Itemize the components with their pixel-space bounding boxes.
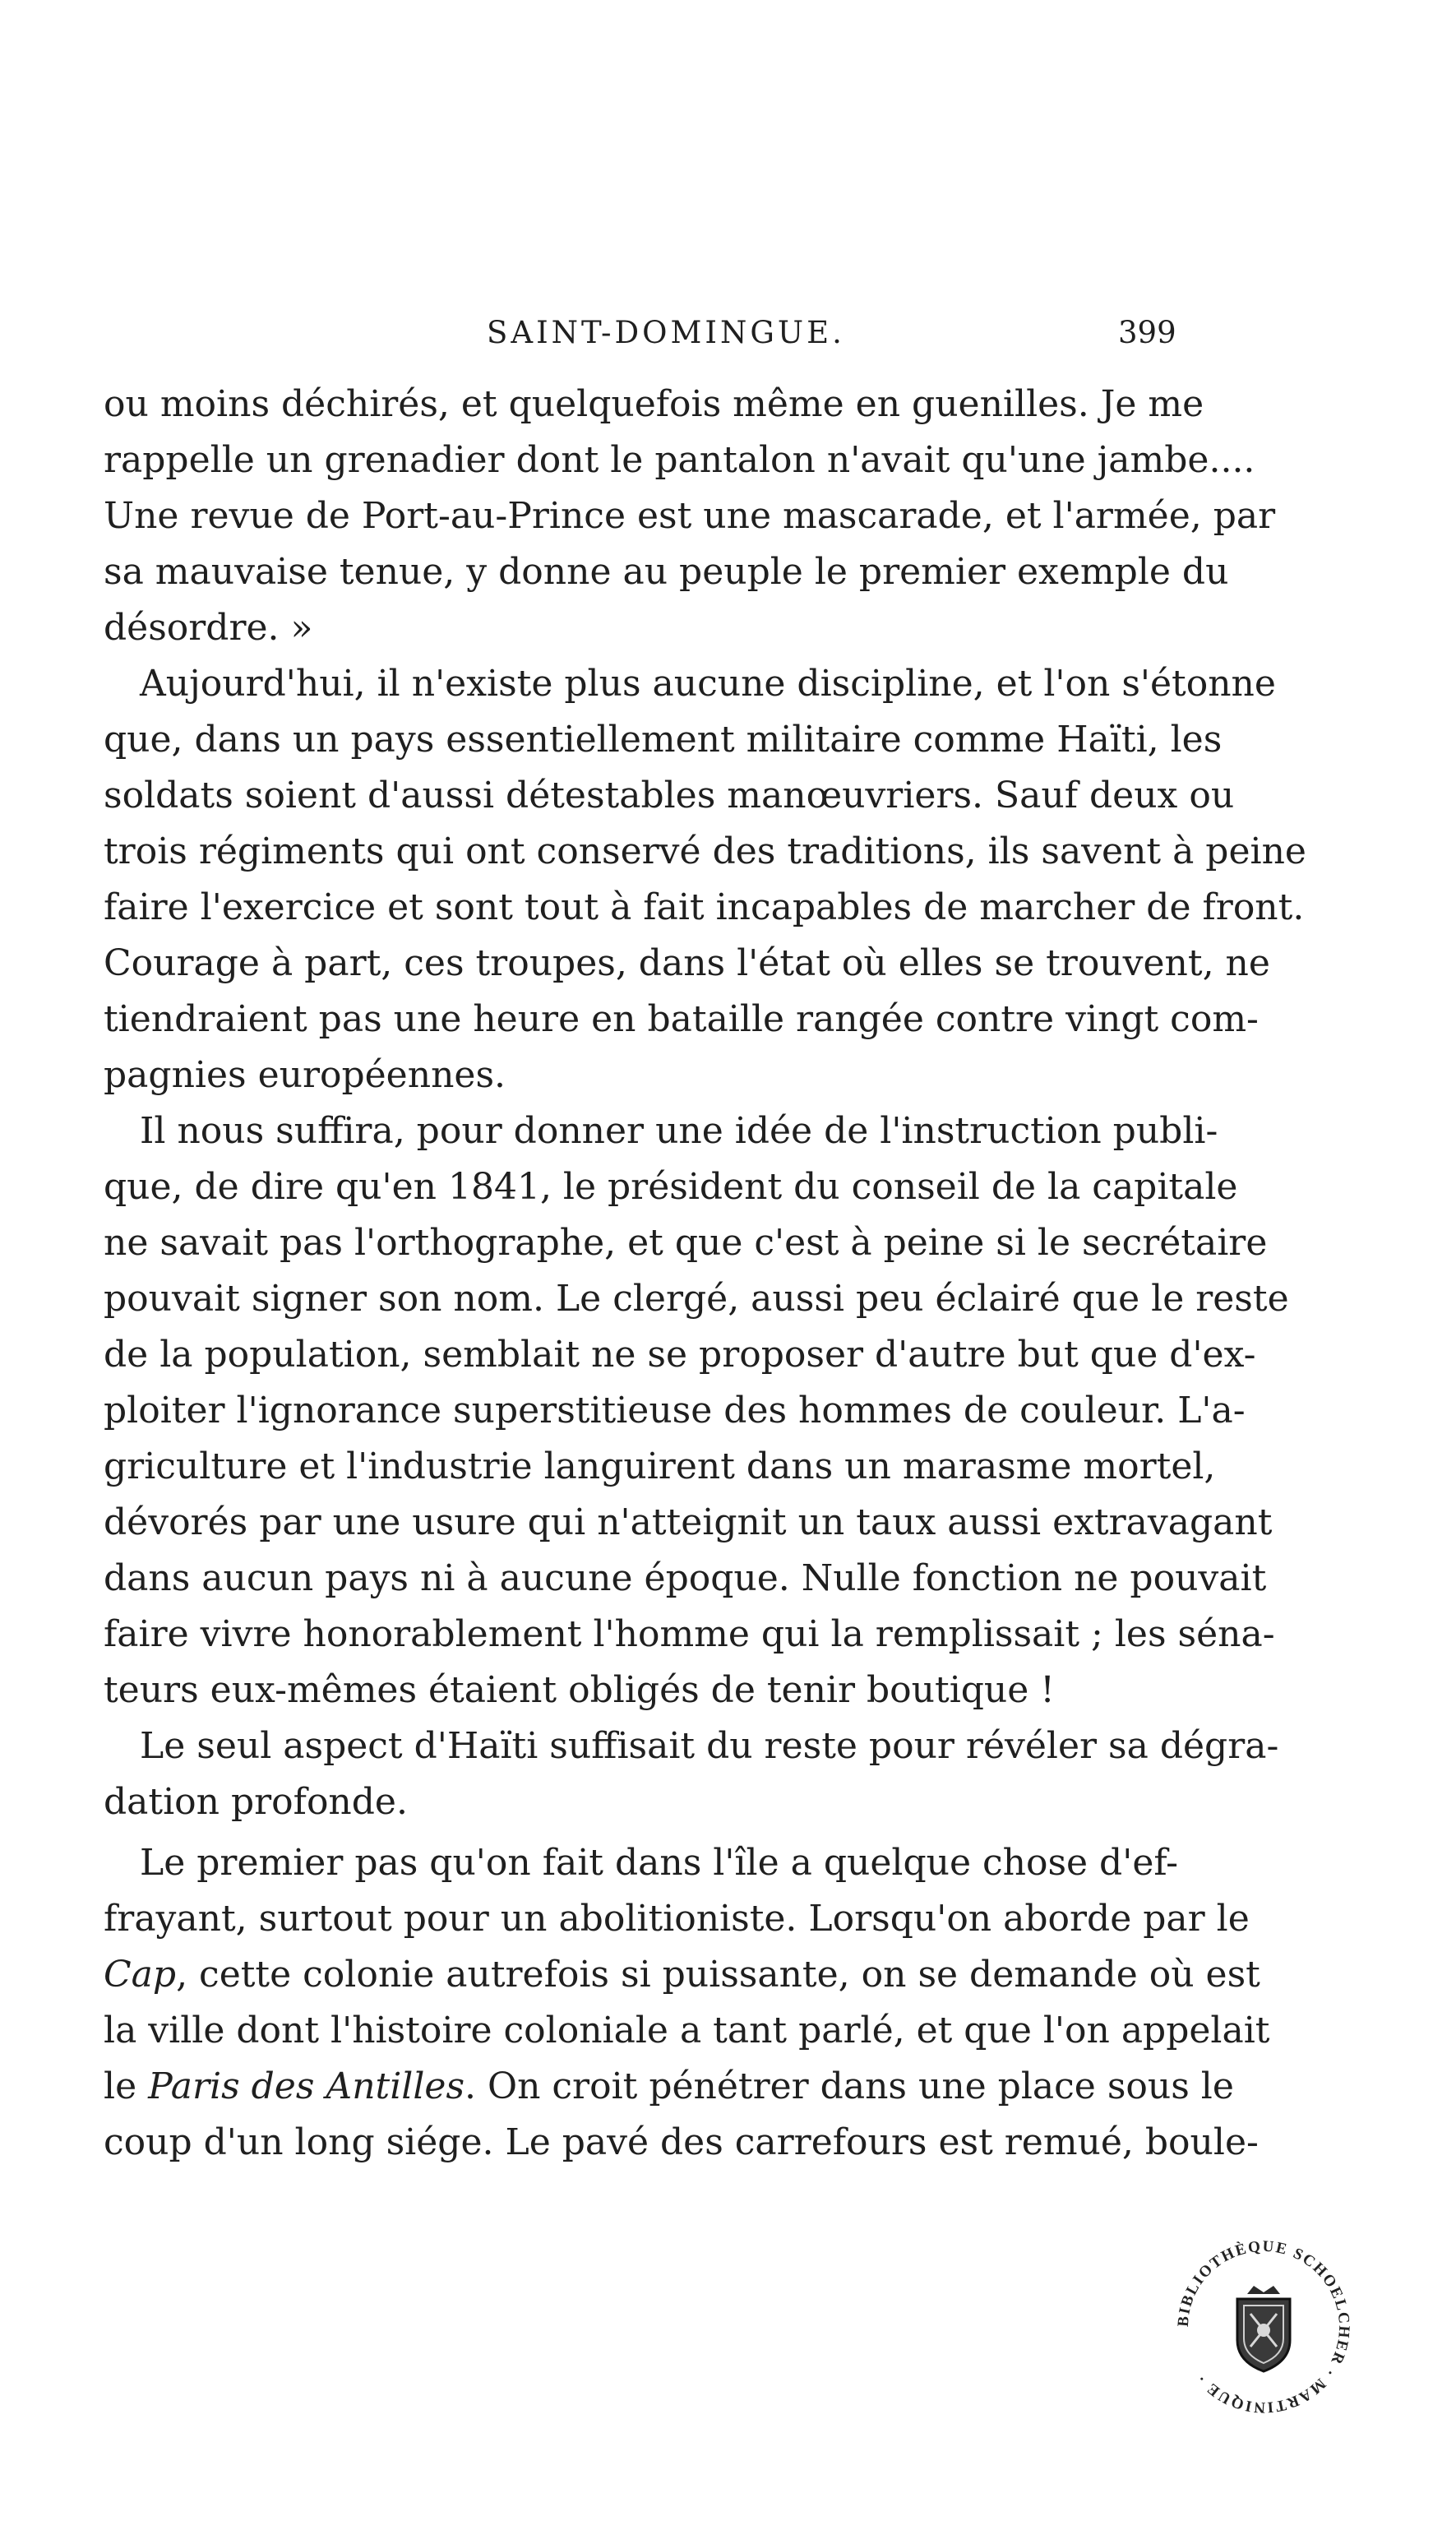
- text-line: soldats soient d'aussi détestables manœuvriers. Sauf deux ou: [104, 775, 1235, 816]
- library-stamp-graphic: [1168, 2232, 1359, 2422]
- text-line: dans aucun pays ni à aucune époque. Nulle fonction ne pouvait: [104, 1557, 1267, 1599]
- text-line: Cap, cette colonie autrefois si puissante, on se demande où est: [104, 1954, 1260, 1996]
- text-line: que, dans un pays essentiellement militaire comme Haïti, les: [104, 719, 1223, 761]
- crest-icon: [1237, 2286, 1290, 2371]
- running-head: SAINT-DOMINGUE.: [487, 315, 845, 350]
- page-header: [0, 308, 1456, 358]
- text-line: trois régiments qui ont conservé des traditions, ils savent à peine: [104, 830, 1306, 872]
- text-line: ou moins déchirés, et quelquefois même en guenilles. Je me: [104, 383, 1204, 425]
- paragraph-start-line: Il nous suffira, pour donner une idée de l'instruction publi-: [140, 1110, 1218, 1152]
- paragraph-start-line: Le premier pas qu'on fait dans l'île a quelque chose d'ef-: [140, 1842, 1178, 1884]
- text-line: ploiter l'ignorance superstitieuse des hommes de couleur. L'a-: [104, 1390, 1246, 1432]
- text-line: de la population, semblait ne se proposer d'autre but que d'ex-: [104, 1334, 1256, 1376]
- text-line: dévorés par une usure qui n'atteignit un taux aussi extravagant: [104, 1501, 1273, 1543]
- text-line: teurs eux-mêmes étaient obligés de tenir boutique !: [104, 1669, 1055, 1711]
- text-line: sa mauvaise tenue, y donne au peuple le premier exemple du: [104, 551, 1229, 593]
- paragraph-start-line: Aujourd'hui, il n'existe plus aucune discipline, et l'on s'étonne: [140, 663, 1276, 705]
- text-line: tiendraient pas une heure en bataille rangée contre vingt com-: [104, 998, 1259, 1040]
- text-line: pagnies européennes.: [104, 1054, 506, 1096]
- text-line: faire l'exercice et sont tout à fait incapables de marcher de front.: [104, 886, 1305, 928]
- text-line: rappelle un grenadier dont le pantalon n'avait qu'une jambe....: [104, 439, 1255, 481]
- text-line: que, de dire qu'en 1841, le président du conseil de la capitale: [104, 1166, 1238, 1208]
- text-line: dation profonde.: [104, 1781, 408, 1823]
- text-line: le Paris des Antilles. On croit pénétrer dans une place sous le: [104, 2065, 1234, 2107]
- text-line: faire vivre honorablement l'homme qui la remplissait ; les séna-: [104, 1613, 1275, 1655]
- text-line: coup d'un long siége. Le pavé des carrefours est remué, boule-: [104, 2121, 1259, 2163]
- text-line: griculture et l'industrie languirent dans un marasme mortel,: [104, 1445, 1216, 1487]
- stamp-text: BIBLIOTHÈQUE SCHOELCHER · MARTINIQUE ·: [1174, 2237, 1353, 2417]
- text-line: ne savait pas l'orthographe, et que c'est à peine si le secrétaire: [104, 1222, 1268, 1264]
- text-line: Courage à part, ces troupes, dans l'état où elles se trouvent, ne: [104, 942, 1270, 984]
- text-line: frayant, surtout pour un abolitioniste. Lorsqu'on aborde par le: [104, 1898, 1250, 1940]
- body-text: [104, 377, 1306, 2171]
- text-line: Une revue de Port-au-Prince est une mascarade, et l'armée, par: [104, 495, 1276, 537]
- library-stamp: [1168, 2232, 1359, 2422]
- text-line: désordre. »: [104, 607, 313, 649]
- paragraph-start-line: Le seul aspect d'Haïti suffisait du reste pour révéler sa dégra-: [140, 1725, 1279, 1767]
- text-line: pouvait signer son nom. Le clergé, aussi peu éclairé que le reste: [104, 1278, 1289, 1320]
- page-number: 399: [1118, 315, 1176, 350]
- text-line: la ville dont l'histoire coloniale a tant parlé, et que l'on appelait: [104, 2010, 1270, 2051]
